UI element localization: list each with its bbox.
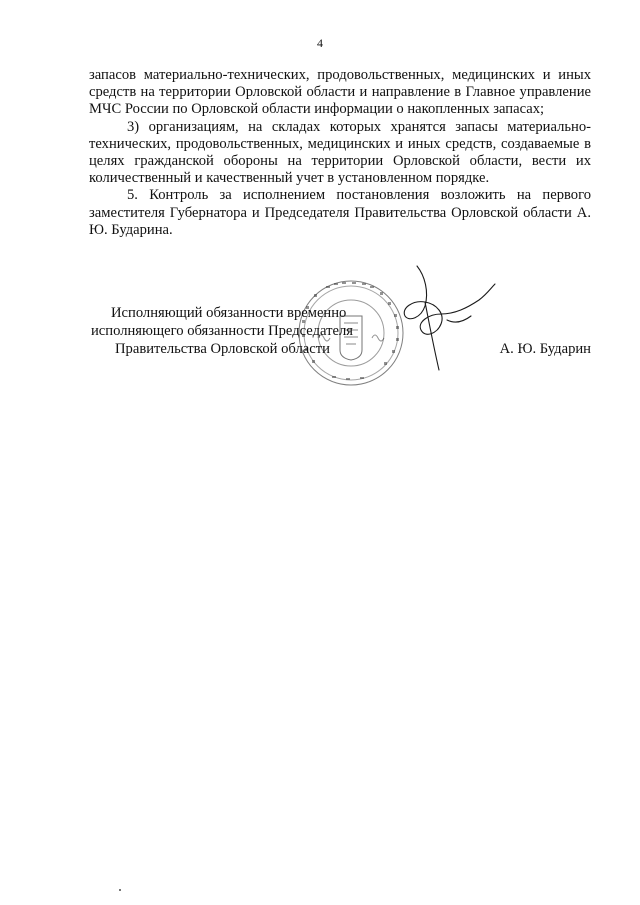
signatory-title-line-2: исполняющего обязанности Председателя bbox=[91, 322, 353, 339]
paragraph-item-3: 3) организациям, на складах которых хранятся запасы материально-технических, продовольственных, медицинских и иных средств, создаваемые в целях гражданской обороны на территории Орловской области, вести их количественный и качественный учет в установленном порядке. bbox=[89, 118, 591, 187]
signatory-title-line-3-text: Правительства Орловской области bbox=[115, 340, 330, 357]
signature-block bbox=[89, 305, 591, 358]
page-number: 4 bbox=[317, 36, 323, 50]
signatory-title-line-1: Исполняющий обязанности временно bbox=[111, 305, 347, 321]
signatory-name: А. Ю. Бударин bbox=[499, 340, 591, 357]
document-body bbox=[89, 67, 591, 239]
paragraph-item-5: 5. Контроль за исполнением постановления возложить на первого заместителя Губернатора и Председателя Правительства Орловской области А. Ю. Бударина. bbox=[89, 187, 591, 238]
paragraph-continuation: запасов материально-технических, продовольственных, медицинских и иных средств на территории Орловской области и направление в Главное управление МЧС России по Орловской области информации о накопленных запасах; bbox=[89, 67, 591, 118]
signatory-title-line-3 bbox=[89, 341, 591, 359]
scan-dot-mark bbox=[119, 889, 121, 891]
